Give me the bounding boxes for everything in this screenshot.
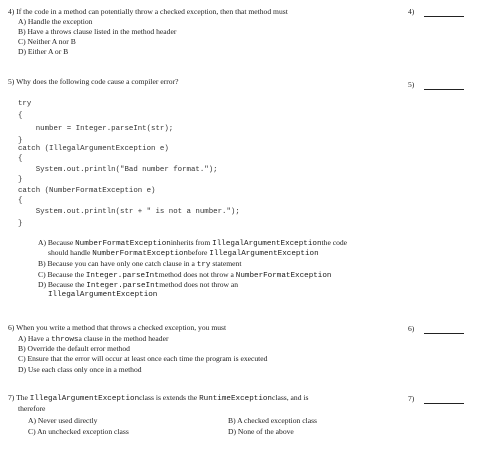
code-line: number = Integer.parseInt(str); xyxy=(18,125,174,133)
q7-option-b: B) A checked exception class xyxy=(228,416,317,425)
q5-option-d: D) Because the Integer.parseIntmethod does not throw an xyxy=(38,280,239,290)
question-7-answer-blank[interactable] xyxy=(424,403,464,404)
question-6-stem: 6) When you write a method that throws a checked exception, you must xyxy=(8,323,227,332)
q5-option-b: B) Because you can have only one catch clause in a try statement xyxy=(38,259,242,269)
code-line: catch (IllegalArgumentException e) xyxy=(18,145,169,153)
q6-option-c: C) Ensure that the error will occur at least once each time the program is executed xyxy=(18,354,268,363)
code-line: { xyxy=(18,197,23,205)
question-5-number: 5) xyxy=(408,80,415,89)
code-line: } xyxy=(18,176,23,184)
code-line: System.out.println(str + " is not a number."); xyxy=(18,208,240,216)
question-6-number: 6) xyxy=(408,324,415,333)
question-7-stem-continued: therefore xyxy=(18,404,46,413)
question-5-stem: 5) Why does the following code cause a compiler error? xyxy=(8,77,179,86)
q4-option-c: C) Neither A nor B xyxy=(18,37,76,46)
q4-option-a: A) Handle the exception xyxy=(18,17,93,26)
q5-option-a: A) Because NumberFormatExceptioninherits from IllegalArgumentExceptionthe code xyxy=(38,238,348,248)
q5-option-c: C) Because the Integer.parseIntmethod does not throw a NumberFormatException xyxy=(38,270,332,280)
code-line: } xyxy=(18,220,23,228)
q4-option-b: B) Have a throws clause listed in the method header xyxy=(18,27,177,36)
q6-option-b: B) Override the default error method xyxy=(18,344,130,353)
question-6-answer-blank[interactable] xyxy=(424,333,464,334)
q7-option-d: D) None of the above xyxy=(228,427,294,436)
code-line: } xyxy=(18,137,23,145)
q6-option-a: A) Have a throwsa clause in the method header xyxy=(18,334,169,344)
q4-option-d: D) Either A or B xyxy=(18,47,69,56)
q5-option-d-continued: IllegalArgumentException xyxy=(48,291,158,299)
question-7-number: 7) xyxy=(408,394,415,403)
q6-option-d: D) Use each class only once in a method xyxy=(18,365,142,374)
q7-option-c: C) An unchecked exception class xyxy=(28,427,129,436)
code-line: catch (NumberFormatException e) xyxy=(18,187,156,195)
question-4-stem: 4) If the code in a method can potentially throw a checked exception, then that method must xyxy=(8,7,288,16)
code-line: System.out.println("Bad number format."); xyxy=(18,166,218,174)
question-4-answer-blank[interactable] xyxy=(424,16,464,17)
code-line: try xyxy=(18,100,32,108)
question-5-answer-blank[interactable] xyxy=(424,89,464,90)
code-line: { xyxy=(18,155,23,163)
q5-option-a-continued: should handle NumberFormatExceptionbefore IllegalArgumentException xyxy=(48,248,319,258)
code-line: { xyxy=(18,112,23,120)
q7-option-a: A) Never used directly xyxy=(28,416,98,425)
question-4-number: 4) xyxy=(408,7,415,16)
question-7-stem: 7) The IllegalArgumentExceptionclass is extends the RuntimeExceptionclass, and is xyxy=(8,393,309,403)
